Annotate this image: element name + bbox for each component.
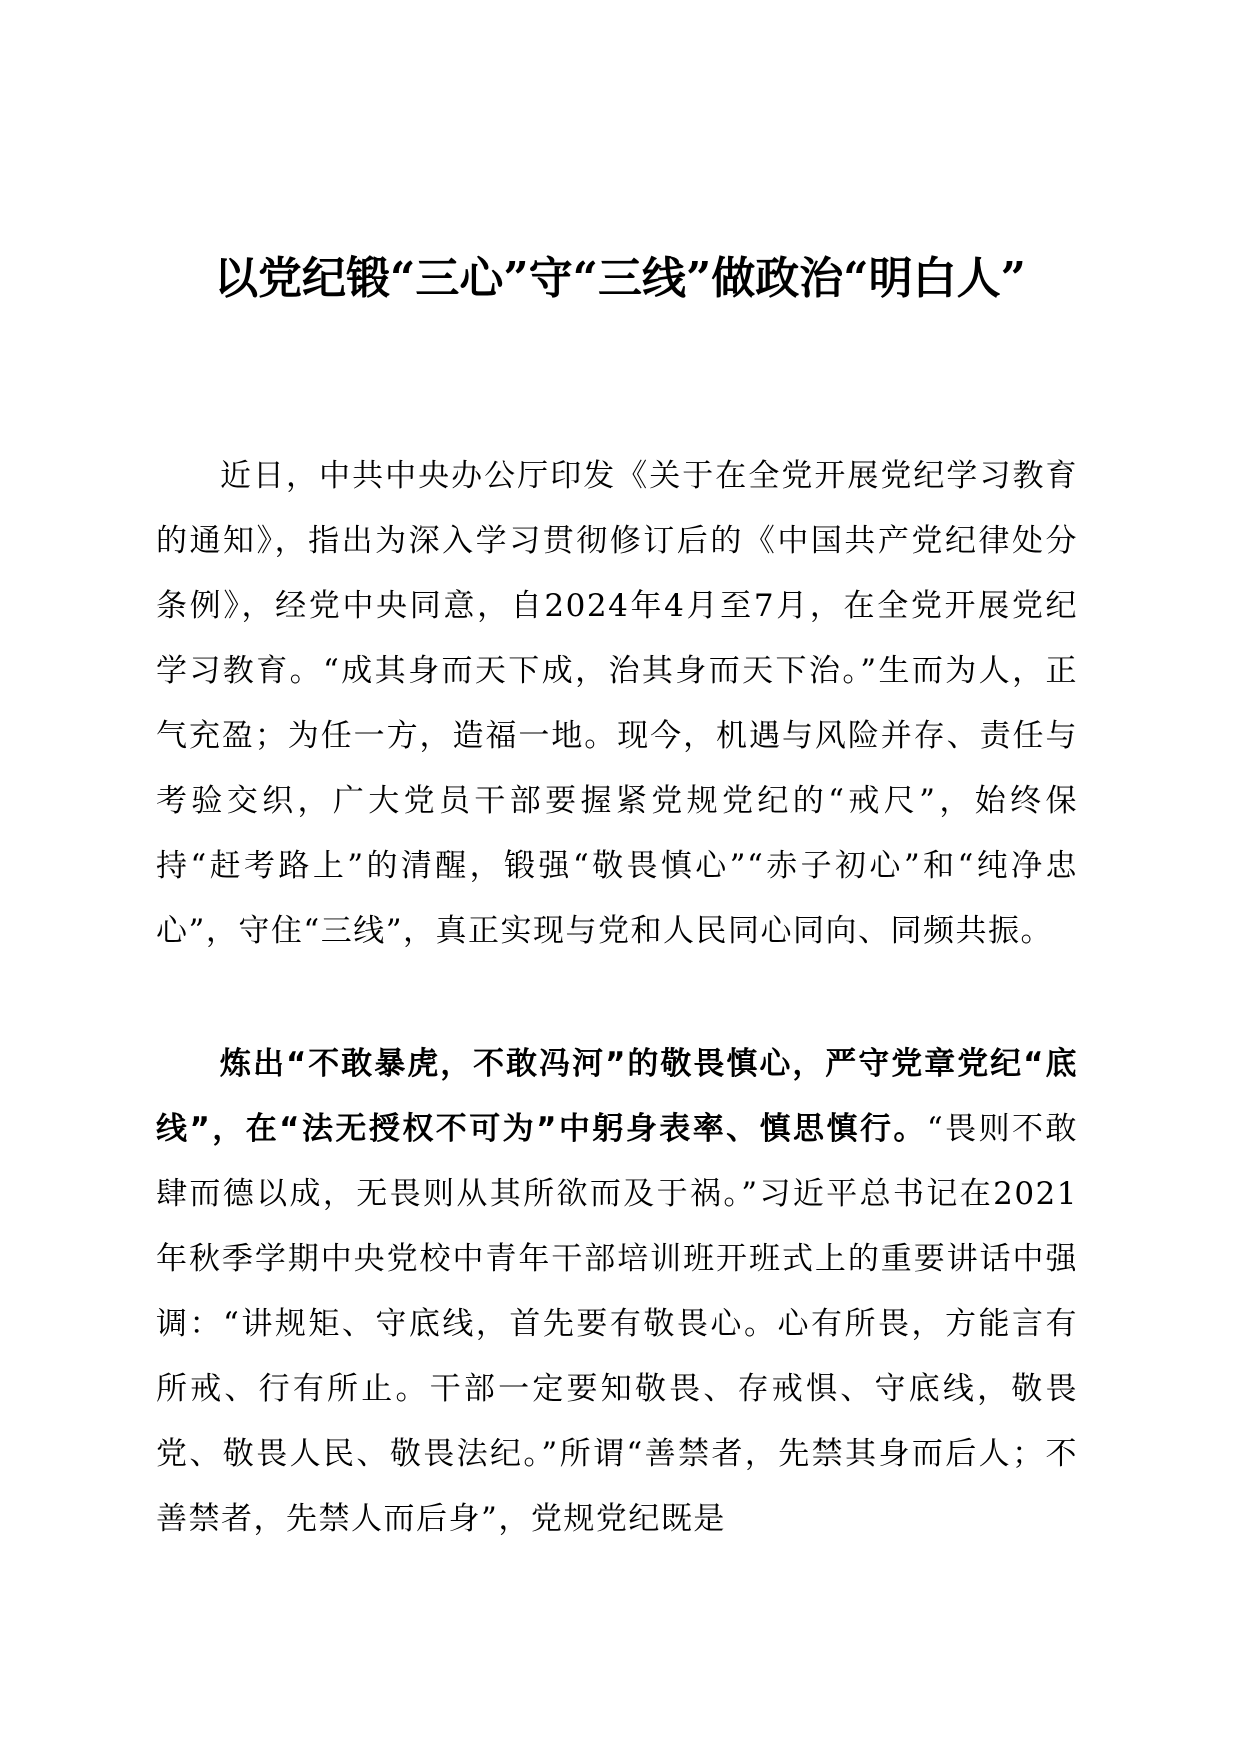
document-title: 以党纪锻“三心”守“三线”做政治“明白人” bbox=[214, 253, 1026, 304]
body-paragraph-2 bbox=[156, 1032, 1078, 1552]
body-paragraph-1 bbox=[156, 444, 1078, 964]
paragraph-2-lead-sentence: 炼出“不敢暴虎，不敢冯河”的敬畏慎心，严守党章党纪“底线”，在“法无授权不可为”中躬身表率、慎思慎行。 bbox=[156, 1046, 1078, 1147]
paragraph-1-text: 近日，中共中央办公厅印发《关于在全党开展党纪学习教育的通知》，指出为深入学习贯彻修订后的《中国共产党纪律处分条例》，经党中央同意，自2024年4月至7月，在全党开展党纪学习教育。“成其身而天下成，治其身而天下治。”生而为人，正气充盈；为任一方，造福一地。现今，机遇与风险并存、责任与考验交织，广大党员干部要握紧党规党纪的“戒尺”，始终保持“赶考路上”的清醒，锻强“敬畏慎心”“赤子初心”和“纯净忠心”，守住“三线”，真正实现与党和人民同心同向、同频共振。 bbox=[156, 458, 1078, 949]
paragraph-2-text: “畏则不敢肆而德以成，无畏则从其所欲而及于祸。”习近平总书记在2021年秋季学期中央党校中青年干部培训班开班式上的重要讲话中强调：“讲规矩、守底线，首先要有敬畏心。心有所畏，方能言有所戒、行有所止。干部一定要知敬畏、存戒惧、守底线，敬畏党、敬畏人民、敬畏法纪。”所谓“善禁者，先禁其身而后人；不善禁者，先禁人而后身”，党规党纪既是 bbox=[156, 1111, 1078, 1537]
